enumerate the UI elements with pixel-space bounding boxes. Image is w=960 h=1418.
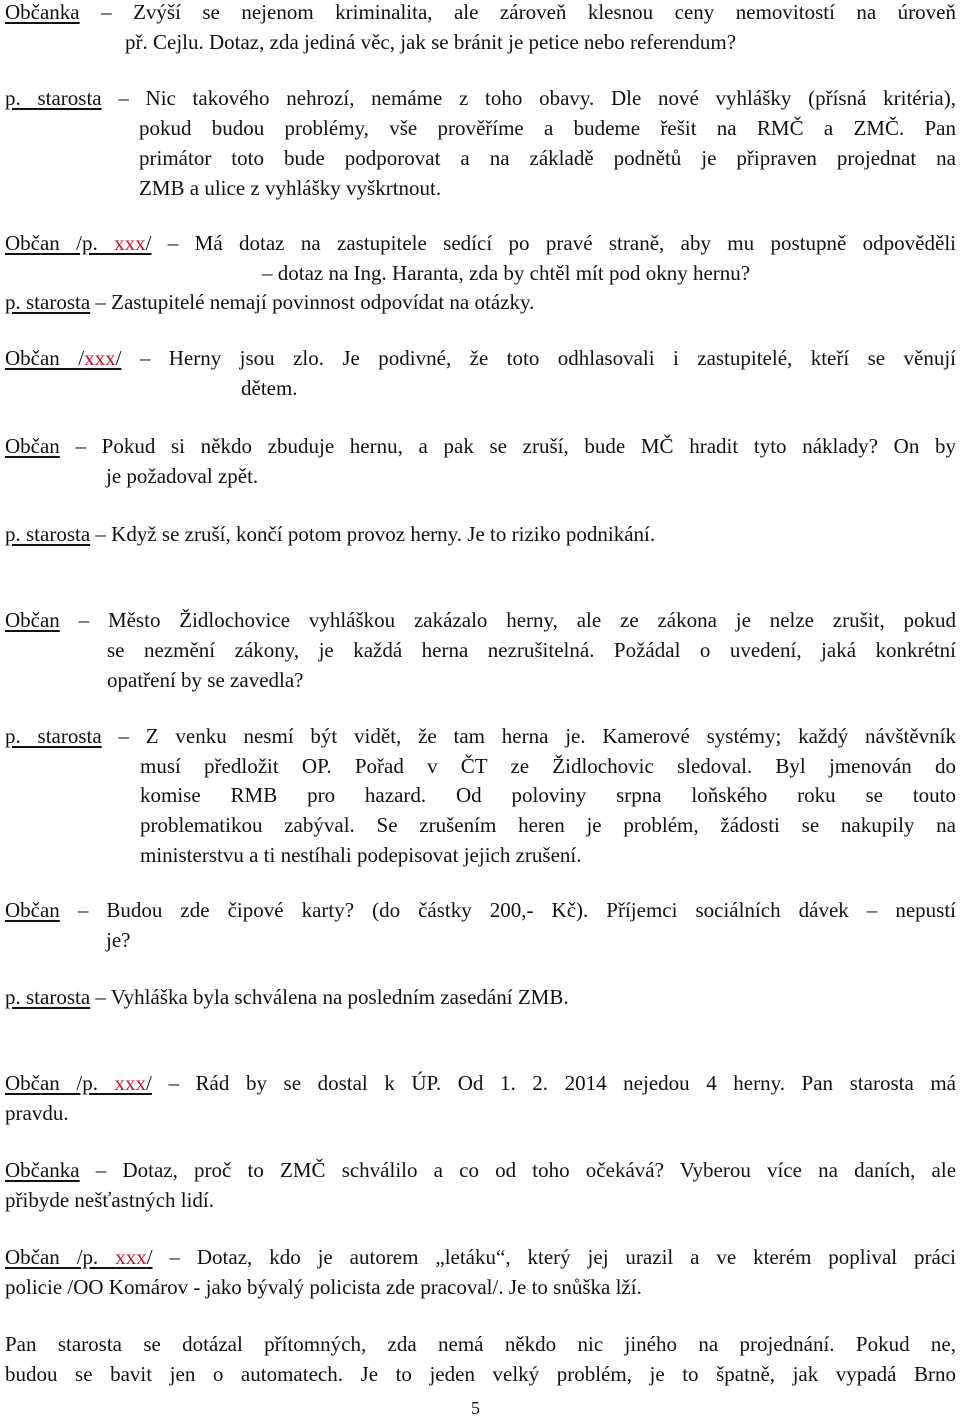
speaker-name: Občan /p. xxx/ — [5, 1245, 153, 1269]
entry-line: př. Cejlu. Dotaz, zda jediná věc, jak se bránit je petice nebo referendum? — [125, 30, 737, 54]
speaker-name: p. starosta — [5, 985, 91, 1009]
page-number: 5 — [471, 1398, 480, 1418]
entry-line: musí předložit OP. Pořad v ČT ze Židlochovic sledoval. Byl jmenován do — [140, 754, 956, 778]
entry-line: pokud budou problémy, vše prověříme a budeme řešit na RMČ a ZMČ. Pan — [139, 116, 956, 140]
speaker-name: Občan — [5, 608, 60, 632]
speaker-name: p. starosta — [5, 290, 91, 314]
speaker-name: Občanka — [5, 1158, 80, 1182]
entry-line: problematikou zabýval. Se zrušením heren je problém, žádosti se nakupily na — [140, 813, 956, 837]
entry-line: dětem. — [241, 376, 298, 400]
entry-line: p. starosta – Když se zruší, končí potom provoz herny. Je to riziko podnikání. — [5, 522, 656, 546]
entry-line: Občanka – Zvýší se nejenom kriminalita, ale zároveň klesnou ceny nemovitostí na úroveň — [5, 0, 956, 24]
entry-line: Občan /p. xxx/ – Má dotaz na zastupitele sedící po pravé straně, aby mu postupně odpověděli — [5, 231, 956, 255]
entry-line: Občan – Město Židlochovice vyhláškou zakázalo herny, ale ze zákona je nelze zrušit, pokud — [5, 608, 957, 632]
statement-text: Město Židlochovice vyhláškou zakázalo herny, ale ze zákona je nelze zrušit, pokud — [107, 608, 957, 632]
entry-line: – dotaz na Ing. Haranta, zda by chtěl mít pod okny hernu? — [262, 261, 751, 285]
entry-line: Občan /p. xxx/ – Dotaz, kdo je autorem „letáku“, který jej urazil a ve kterém poplival práci — [5, 1245, 957, 1269]
statement-text: Nic takového nehrozí, nemáme z toho obavy. Dle nové vyhlášky (přísná kritéria), — [145, 86, 956, 110]
statement-text: Vyhláška byla schválena na posledním zasedání ZMB. — [110, 985, 569, 1009]
entry-line: pravdu. — [5, 1101, 69, 1125]
statement-text: Z venku nesmí být vidět, že tam herna je. Kamerové systémy; každý návštěvník — [145, 724, 956, 748]
entry-line: Občan – Budou zde čipové karty? (do částky 200,- Kč). Příjemci sociálních dávek – nepustí — [5, 898, 956, 922]
entry-line: opatření by se zavedla? — [107, 668, 304, 692]
entry-line: je požadoval zpět. — [106, 464, 259, 488]
statement-text: Zastupitelé nemají povinnost odpovídat na otázky. — [111, 290, 535, 314]
statement-text: Herny jsou zlo. Je podivné, že toto odhlasovali i zastupitelé, kteří se věnují — [168, 346, 956, 370]
statement-text: Dotaz, kdo je autorem „letáku“, který jej urazil a ve kterém poplival práci — [196, 1245, 957, 1269]
entry-line: policie /OO Komárov - jako bývalý policista zde pracoval/. Je to snůška lží. — [5, 1275, 642, 1299]
speaker-name: Občan /p. xxx/ — [5, 1071, 152, 1095]
entry-line: je? — [106, 928, 131, 952]
entry-line: Občan /p. xxx/ – Rád by se dostal k ÚP. Od 1. 2. 2014 nejedou 4 herny. Pan starosta má — [5, 1071, 957, 1095]
speaker-name: Občanka — [5, 0, 80, 24]
statement-text: Pokud si někdo zbuduje hernu, a pak se zruší, bude MČ hradit tyto náklady? On by — [101, 434, 957, 458]
statement-text: Rád by se dostal k ÚP. Od 1. 2. 2014 nejedou 4 herny. Pan starosta má — [195, 1071, 957, 1095]
speaker-name: p. starosta — [5, 724, 102, 748]
speaker-name: Občan /p. xxx/ — [5, 231, 152, 255]
speaker-name: p. starosta — [5, 86, 102, 110]
paragraph-line: Pan starosta se dotázal přítomných, zda nemá někdo nic jiného na projednání. Pokud ne, — [5, 1332, 956, 1356]
speaker-name: Občan — [5, 898, 60, 922]
entry-line: Občan /xxx/ – Herny jsou zlo. Je podivné, že toto odhlasovali i zastupitelé, kteří se věnují — [5, 346, 956, 370]
entry-line: Občan – Pokud si někdo zbuduje hernu, a pak se zruší, bude MČ hradit tyto náklady? On by — [5, 434, 957, 458]
entry-line: komise RMB pro hazard. Od poloviny srpna loňského roku se touto — [140, 783, 956, 807]
statement-text: Má dotaz na zastupitele sedící po pravé straně, aby mu postupně odpověděli — [194, 231, 956, 255]
entry-line: p. starosta – Nic takového nehrozí, nemáme z toho obavy. Dle nové vyhlášky (přísná kritéria), — [5, 86, 956, 110]
document-page — [5, 0, 956, 1416]
statement-text: Dotaz, proč to ZMČ schválilo a co od toho očekává? Vyberou více na daních, ale — [122, 1158, 957, 1182]
paragraph-line: budou se bavit jen o automatech. Je to jeden velký problém, je to špatně, jak vypadá Brno — [5, 1362, 956, 1386]
statement-text: Zvýší se nejenom kriminalita, ale zároveň klesnou ceny nemovitostí na úroveň — [133, 0, 956, 24]
entry-line: primátor toto bude podporovat a na základě podnětů je připraven projednat na — [139, 146, 956, 170]
statement-text: Budou zde čipové karty? (do částky 200,- Kč). Příjemci sociálních dávek – nepustí — [106, 898, 956, 922]
speaker-name: p. starosta — [5, 522, 91, 546]
entry-line: p. starosta – Vyhláška byla schválena na posledním zasedání ZMB. — [5, 985, 569, 1009]
statement-text: Když se zruší, končí potom provoz herny. Je to riziko podnikání. — [111, 522, 656, 546]
speaker-name: Občan — [5, 434, 60, 458]
entry-line: Občanka – Dotaz, proč to ZMČ schválilo a co od toho očekává? Vyberou více na daních, ale — [5, 1158, 957, 1182]
entry-line: p. starosta – Z venku nesmí být vidět, že tam herna je. Kamerové systémy; každý návštěvník — [5, 724, 956, 748]
entry-line: ZMB a ulice z vyhlášky vyškrtnout. — [139, 176, 442, 200]
speaker-name: Občan /xxx/ — [5, 346, 122, 370]
entry-line: přibyde nešťastných lidí. — [5, 1188, 215, 1212]
entry-line: se nezmění zákony, je každá herna nezrušitelná. Požádal o uvedení, jaká konkrétní — [107, 638, 956, 662]
entry-line: ministerstvu a ti nestíhali podepisovat jejich zrušení. — [140, 843, 582, 867]
entry-line: p. starosta – Zastupitelé nemají povinnost odpovídat na otázky. — [5, 290, 535, 314]
